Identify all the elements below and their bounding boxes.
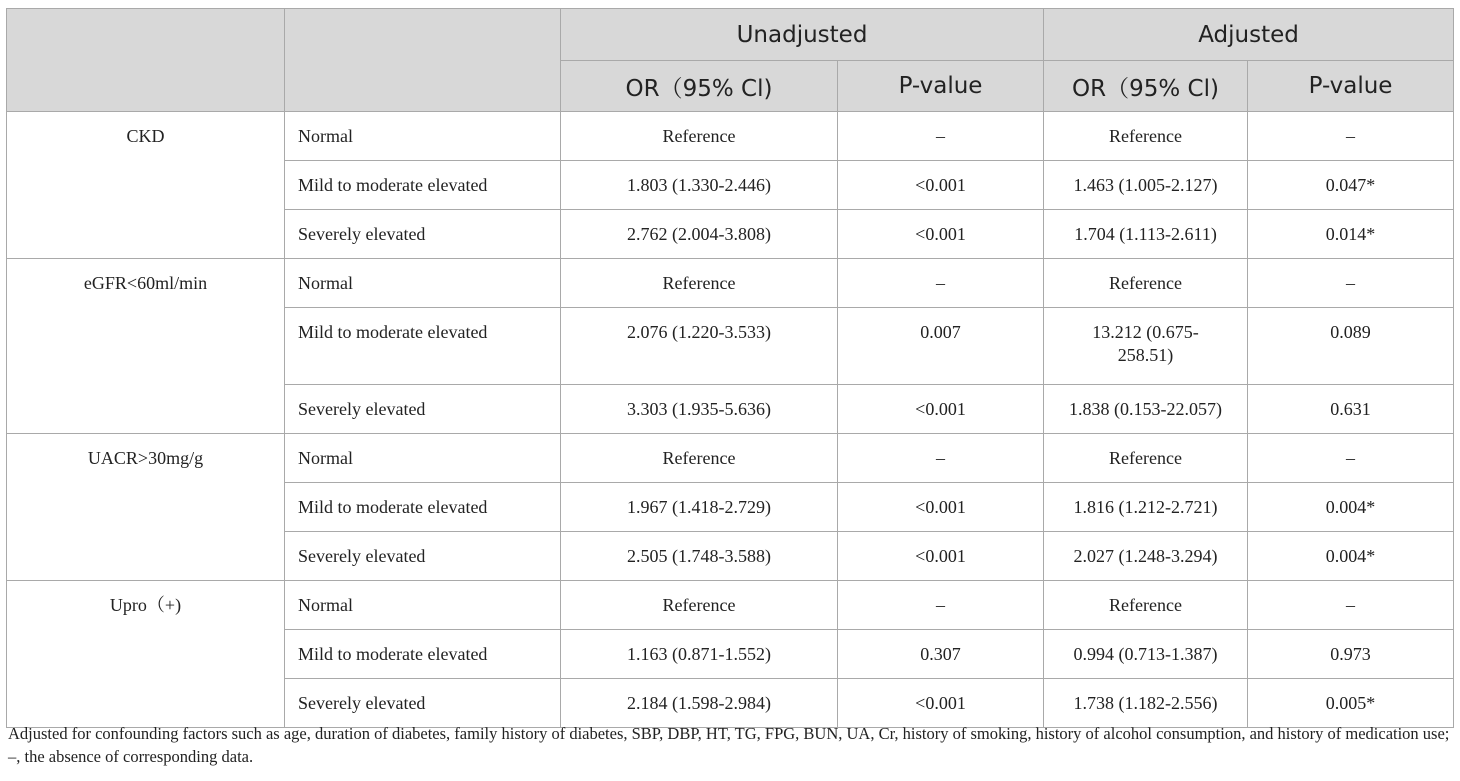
adjusted-p-cell: 0.047* bbox=[1248, 161, 1454, 210]
adjusted-p-cell: 0.014* bbox=[1248, 210, 1454, 259]
unadjusted-p-cell: 0.307 bbox=[838, 630, 1044, 679]
header-adjusted-or: OR（95% Cl) bbox=[1044, 61, 1248, 112]
unadjusted-p-cell: – bbox=[838, 434, 1044, 483]
table-footnote: Adjusted for confounding factors such as age, duration of diabetes, family history of diabetes, SBP, DBP, HT, TG, FPG, BUN, UA, Cr, history of smoking, history of alcohol consumption, and history of medication use; –, the absence of corresponding data. bbox=[8, 724, 1450, 766]
level-cell: Severely elevated bbox=[285, 679, 561, 728]
adjusted-or-cell: 0.994 (0.713-1.387) bbox=[1044, 630, 1248, 679]
unadjusted-or-cell: Reference bbox=[561, 112, 838, 161]
adjusted-or-cell: Reference bbox=[1044, 581, 1248, 630]
adjusted-or-cell: 1.463 (1.005-2.127) bbox=[1044, 161, 1248, 210]
level-cell: Mild to moderate elevated bbox=[285, 630, 561, 679]
adjusted-p-cell: 0.631 bbox=[1248, 385, 1454, 434]
unadjusted-p-cell: – bbox=[838, 112, 1044, 161]
unadjusted-or-cell: 1.163 (0.871-1.552) bbox=[561, 630, 838, 679]
adjusted-p-cell: 0.089 bbox=[1248, 308, 1454, 385]
level-cell: Severely elevated bbox=[285, 385, 561, 434]
header-blank-group bbox=[7, 9, 285, 112]
adjusted-or-cell: 1.704 (1.113-2.611) bbox=[1044, 210, 1248, 259]
header-unadjusted: Unadjusted bbox=[561, 9, 1044, 61]
adjusted-or-text: 13.212 (0.675-258.51) bbox=[1092, 322, 1199, 365]
adjusted-p-cell: 0.005* bbox=[1248, 679, 1454, 728]
level-cell: Normal bbox=[285, 434, 561, 483]
unadjusted-or-cell: Reference bbox=[561, 581, 838, 630]
header-unadjusted-or: OR（95% Cl) bbox=[561, 61, 838, 112]
header-adjusted-p: P-value bbox=[1248, 61, 1454, 112]
adjusted-or-cell: Reference bbox=[1044, 112, 1248, 161]
header-blank-level bbox=[285, 9, 561, 112]
level-cell: Normal bbox=[285, 259, 561, 308]
adjusted-or-cell: 1.816 (1.212-2.721) bbox=[1044, 483, 1248, 532]
level-cell: Severely elevated bbox=[285, 532, 561, 581]
table-row bbox=[7, 259, 1454, 308]
unadjusted-p-cell: 0.007 bbox=[838, 308, 1044, 385]
group-label: eGFR<60ml/min bbox=[7, 259, 285, 434]
unadjusted-or-cell: Reference bbox=[561, 434, 838, 483]
unadjusted-or-cell: 2.762 (2.004-3.808) bbox=[561, 210, 838, 259]
adjusted-p-cell: – bbox=[1248, 581, 1454, 630]
unadjusted-p-cell: <0.001 bbox=[838, 679, 1044, 728]
adjusted-or-cell: 1.738 (1.182-2.556) bbox=[1044, 679, 1248, 728]
group-label: CKD bbox=[7, 112, 285, 259]
unadjusted-or-cell: 1.967 (1.418-2.729) bbox=[561, 483, 838, 532]
adjusted-p-cell: 0.004* bbox=[1248, 483, 1454, 532]
unadjusted-or-cell: 2.184 (1.598-2.984) bbox=[561, 679, 838, 728]
adjusted-or-cell: 2.027 (1.248-3.294) bbox=[1044, 532, 1248, 581]
unadjusted-p-cell: <0.001 bbox=[838, 161, 1044, 210]
adjusted-p-cell: – bbox=[1248, 112, 1454, 161]
header-unadjusted-p: P-value bbox=[838, 61, 1044, 112]
header-adjusted: Adjusted bbox=[1044, 9, 1454, 61]
level-cell: Severely elevated bbox=[285, 210, 561, 259]
table-row bbox=[7, 112, 1454, 161]
group-label: Upro（+) bbox=[7, 581, 285, 728]
level-cell: Normal bbox=[285, 112, 561, 161]
adjusted-p-cell: – bbox=[1248, 434, 1454, 483]
results-table bbox=[6, 8, 1454, 728]
level-cell: Mild to moderate elevated bbox=[285, 308, 561, 385]
unadjusted-or-cell: Reference bbox=[561, 259, 838, 308]
unadjusted-or-cell: 1.803 (1.330-2.446) bbox=[561, 161, 838, 210]
table-row bbox=[7, 434, 1454, 483]
level-cell: Mild to moderate elevated bbox=[285, 483, 561, 532]
level-cell: Mild to moderate elevated bbox=[285, 161, 561, 210]
unadjusted-p-cell: <0.001 bbox=[838, 385, 1044, 434]
adjusted-or-cell bbox=[1044, 308, 1248, 385]
unadjusted-p-cell: – bbox=[838, 581, 1044, 630]
table-header bbox=[7, 9, 1454, 112]
adjusted-p-cell: – bbox=[1248, 259, 1454, 308]
unadjusted-or-cell: 2.505 (1.748-3.588) bbox=[561, 532, 838, 581]
adjusted-p-cell: 0.973 bbox=[1248, 630, 1454, 679]
group-label: UACR>30mg/g bbox=[7, 434, 285, 581]
unadjusted-p-cell: – bbox=[838, 259, 1044, 308]
adjusted-or-cell: Reference bbox=[1044, 434, 1248, 483]
level-cell: Normal bbox=[285, 581, 561, 630]
unadjusted-p-cell: <0.001 bbox=[838, 532, 1044, 581]
adjusted-or-cell: 1.838 (0.153-22.057) bbox=[1044, 385, 1248, 434]
table-row bbox=[7, 581, 1454, 630]
adjusted-or-cell: Reference bbox=[1044, 259, 1248, 308]
unadjusted-or-cell: 3.303 (1.935-5.636) bbox=[561, 385, 838, 434]
adjusted-p-cell: 0.004* bbox=[1248, 532, 1454, 581]
unadjusted-or-cell: 2.076 (1.220-3.533) bbox=[561, 308, 838, 385]
unadjusted-p-cell: <0.001 bbox=[838, 483, 1044, 532]
unadjusted-p-cell: <0.001 bbox=[838, 210, 1044, 259]
